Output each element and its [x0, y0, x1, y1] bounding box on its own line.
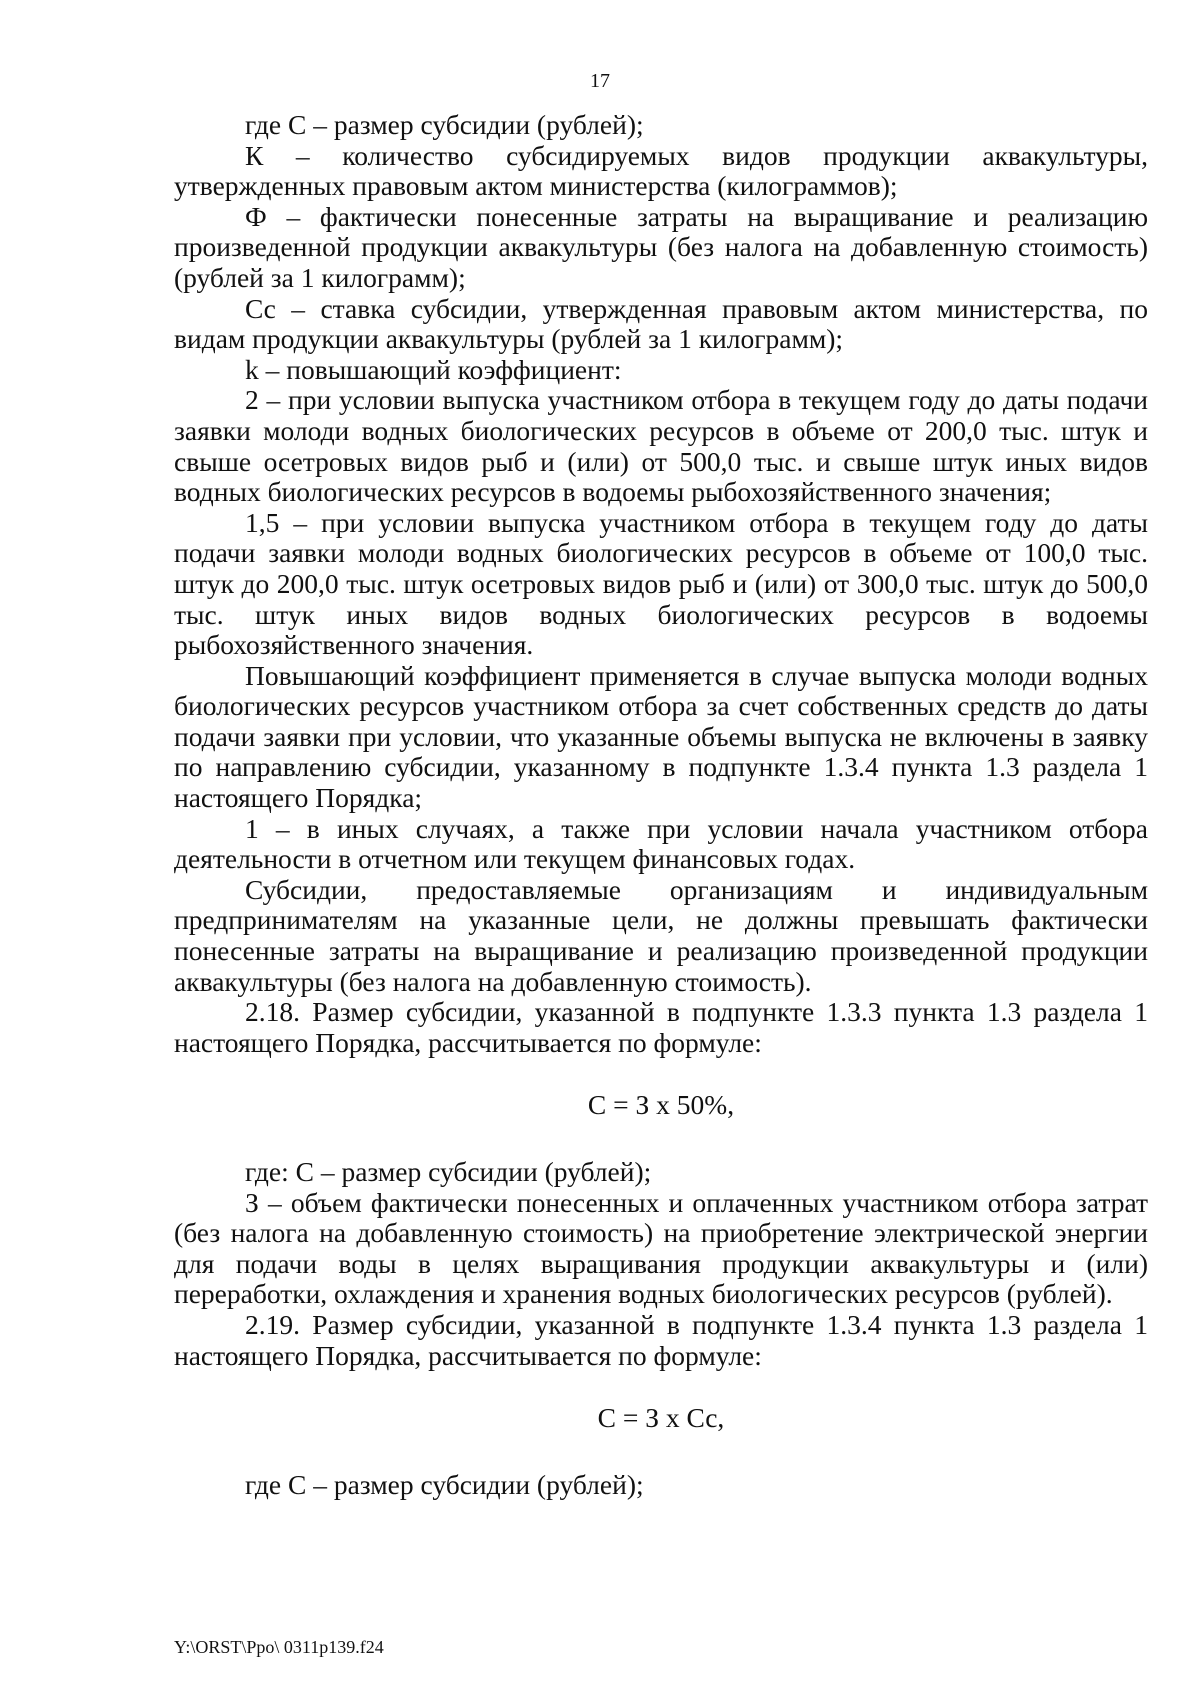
paragraph: З – объем фактически понесенных и оплаченных участником отбора затрат (без налога на добавленную стоимость) на приобретение электрической энергии для подачи воды в целях выращивания продукции аквакультуры и (или) переработки, охлаждения и хранения водных биологических ресурсов (рублей). [174, 1186, 1148, 1310]
paragraph: 2 – при условии выпуска участником отбора в текущем году до даты подачи заявки молоди водных биологических ресурсов в объеме от 200,0 тыс. штук и свыше осетровых видов рыб и (или) от 500,0 тыс. и свыше штук иных видов водных биологических ресурсов в водоемы рыбохозяйственного значения; [174, 384, 1148, 508]
paragraph: k – повышающий коэффициент: [245, 353, 622, 385]
paragraph: где: С – размер субсидии (рублей); [245, 1156, 652, 1187]
paragraph: где С – размер субсидии (рублей); [245, 1468, 644, 1500]
formula: С = З х 50%, [587, 1089, 735, 1121]
paragraph: 1 – в иных случаях, а также при условии начала участником отбора деятельности в отчетном или текущем финансовых годах. [174, 812, 1148, 875]
paragraph: 2.18. Размер субсидии, указанной в подпункте 1.3.3 пункта 1.3 раздела 1 настоящего Порядка, рассчитывается по формуле: [174, 996, 1148, 1058]
paragraph: Повышающий коэффициент применяется в случае выпуска молоди водных биологических ресурсов участником отбора за счет собственных средств до даты подачи заявки при условии, что указанные объемы выпуска не включены в заявку по направлению субсидии, указанному в подпункте 1.3.4 пункта 1.3 раздела 1 настоящего Порядка; [174, 659, 1148, 814]
file-path-footer: Y:\ORST\Ppo\ 0311p139.f24 [174, 1637, 384, 1657]
paragraph: Субсидии, предоставляемые организациям и индивидуальным предпринимателям на указанные цели, не должны превышать фактически понесенные затраты на выращивание и реализацию произведенной продукции аквакультуры (без налога на добавленную стоимость). [174, 873, 1148, 997]
document-body [174, 110, 1148, 1500]
formula: С = З х Сс, [597, 1402, 725, 1434]
paragraph: К – количество субсидируемых видов продукции аквакультуры, утвержденных правовым актом министерства (килограммов); [174, 139, 1148, 202]
paragraph: Сс – ставка субсидии, утвержденная правовым актом министерства, по видам продукции аквакультуры (рублей за 1 килограмм); [174, 292, 1148, 355]
paragraph: 1,5 – при условии выпуска участником отбора в текущем году до даты подачи заявки молоди водных биологических ресурсов в объеме от 100,0 тыс. штук до 200,0 тыс. штук осетровых видов рыб и (или) от 300,0 тыс. штук до 500,0 тыс. штук иных видов водных биологических ресурсов в водоемы рыбохозяйственного значения. [174, 506, 1148, 661]
paragraph: где С – размер субсидии (рублей); [245, 109, 644, 140]
paragraph: Ф – фактически понесенные затраты на выращивание и реализацию произведенной продукции аквакультуры (без налога на добавленную стоимость) (рублей за 1 килограмм); [174, 200, 1148, 293]
paragraph: 2.19. Размер субсидии, указанной в подпункте 1.3.4 пункта 1.3 раздела 1 настоящего Порядка, рассчитывается по формуле: [174, 1308, 1148, 1371]
page-number: 17 [590, 70, 610, 92]
